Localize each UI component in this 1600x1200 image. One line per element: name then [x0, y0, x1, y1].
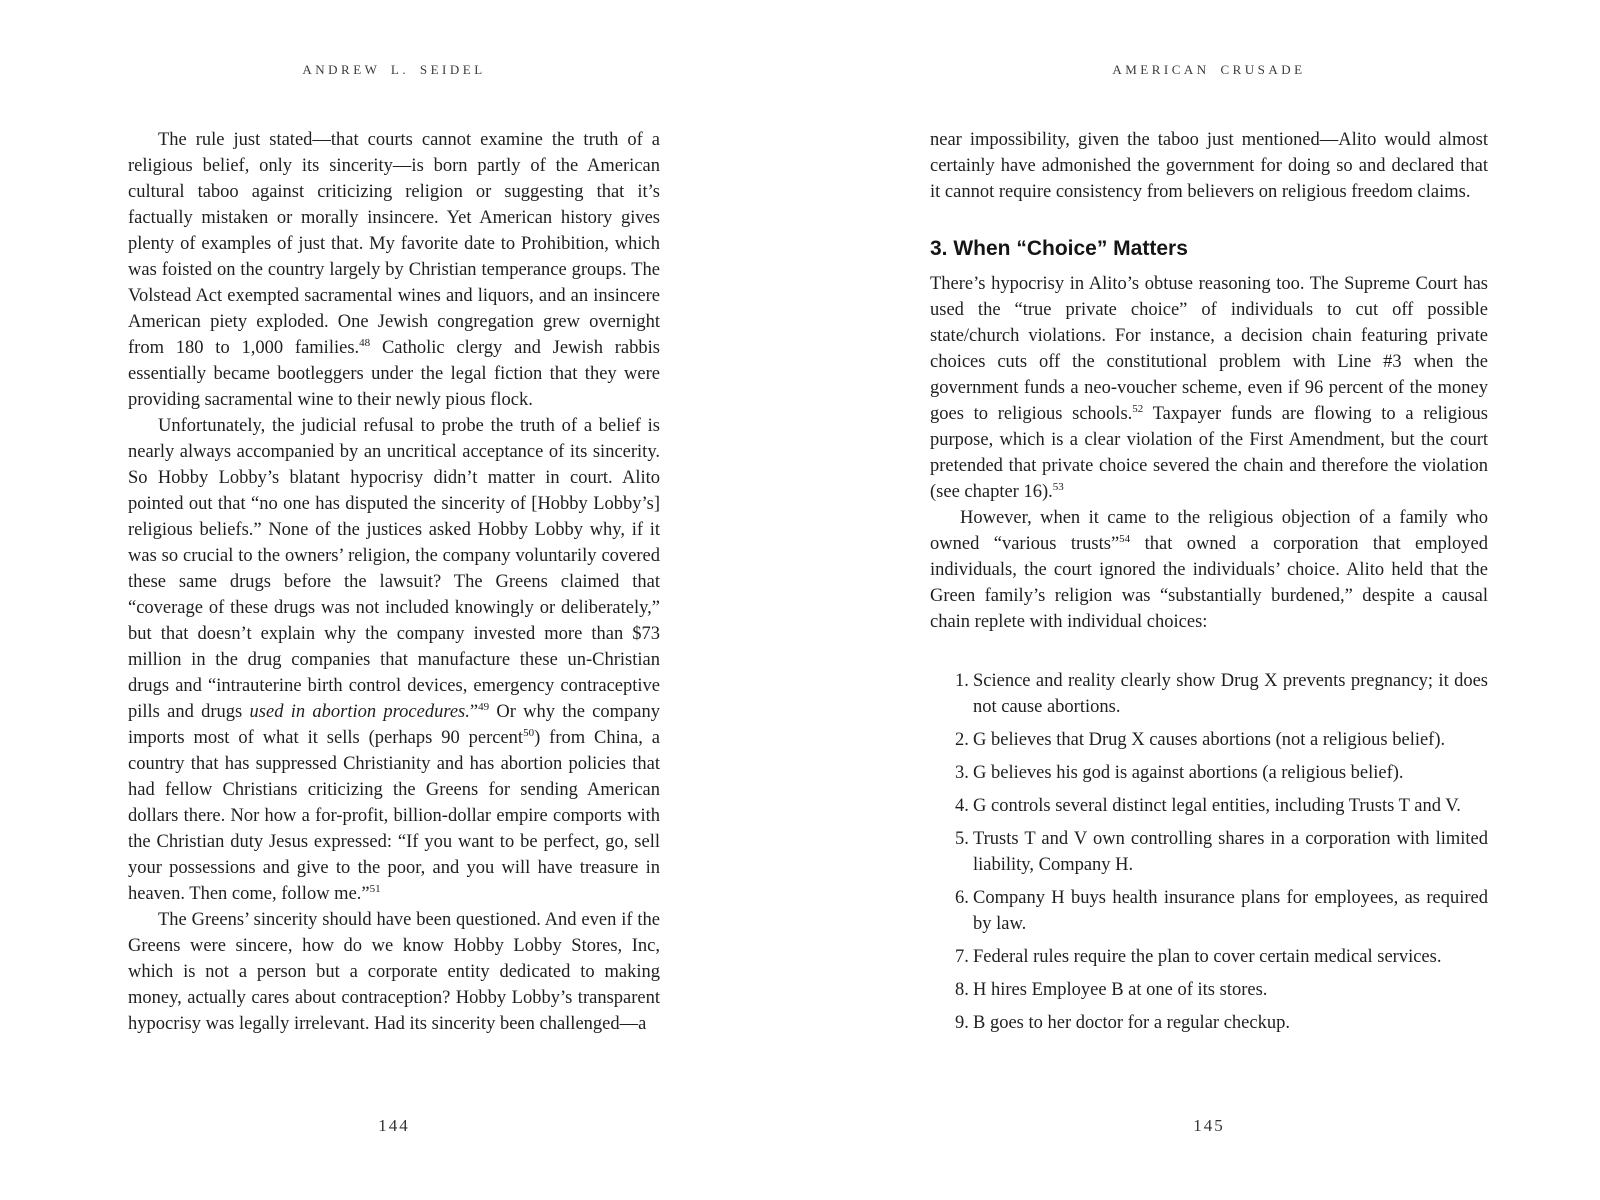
body-paragraph: The Greens’ sincerity should have been questioned. And even if the Greens were sincere, how do we know Hobby Lobby Stores, Inc, which is not a person but a corporate entity dedicated to making money, actually cares about contraception? Hobby Lobby’s transparent hypocrisy was legally irrelevant. Had its sincerity been challenged—a — [128, 910, 660, 1034]
list-item-number: 4. — [955, 796, 969, 816]
running-head-book-title: AMERICAN CRUSADE — [1112, 62, 1306, 77]
footnote-reference: 48 — [359, 337, 371, 349]
right-page — [930, 0, 1488, 1200]
footnote-reference: 53 — [1052, 481, 1064, 493]
list-item: 9. B goes to her doctor for a regular checkup. — [955, 1010, 1488, 1036]
right-page-number: 145 — [1193, 1116, 1225, 1135]
decision-chain-list — [930, 668, 1488, 1036]
left-page — [128, 0, 660, 1200]
list-item-number: 5. — [955, 829, 969, 849]
footnote-reference: 50 — [523, 727, 535, 739]
italic-phrase: used in abortion procedures. — [249, 702, 470, 722]
body-paragraph: Unfortunately, the judicial refusal to probe the truth of a belief is nearly always accompanied by an uncritical acceptance of its sincerity. So Hobby Lobby’s blatant hypocrisy didn’t matter in court. Alito pointed out that “no one has disputed the sincerity of [Hobby Lobby’s] religious beliefs.” None of the justices asked Hobby Lobby why, if it was so crucial to the owners’ religion, the company voluntarily covered these same drugs before the lawsuit? The Greens claimed that “coverage of these drugs was not included knowingly or deliberately,” but that doesn’t explain why the company invested more than $73 million in the drug companies that manufacture these un-Christian drugs and “intrauterine birth control devices, emergency contraceptive pills and drugs used in abortion procedures.”$^{49}$ Or why the company imports most of what it sells (perhaps 90 percent$^{50}$) from China, a country that has suppressed Christianity and has abortion policies that had fellow Christians criticizing the Greens for sending American dollars there. Nor how a for-profit, billion-dollar empire comports with the Christian duty Jesus expressed: “If you want to be perfect, go, sell your possessions and give to the poor, and you will have treasure in heaven. Then come, follow me.”$^{51}$ — [128, 416, 660, 904]
list-item-number: 2. — [955, 730, 969, 750]
list-item: 3. G believes his god is against abortions (a religious belief). — [955, 760, 1488, 786]
list-item: 1. Science and reality clearly show Drug X prevents pregnancy; it does not cause abortions. — [955, 668, 1488, 720]
list-item-number: 7. — [955, 947, 969, 967]
body-paragraph: The rule just stated—that courts cannot examine the truth of a religious belief, only its sincerity—is born partly of the American cultural taboo against criticizing religion or suggesting that it’s factually mistaken or morally insincere. Yet American history gives plenty of examples of just that. My favorite date to Prohibition, which was foisted on the country largely by Christian temperance groups. The Volstead Act exempted sacramental wines and liquors, and an insincere American piety exploded. One Jewish congregation grew overnight from 180 to 1,000 families.$^{48}$ Catholic clergy and Jewish rabbis essentially became bootleggers under the legal fiction that they were providing sacramental wine to their newly pious flock. — [128, 130, 660, 410]
left-page-text-block — [128, 127, 660, 1037]
running-head-author: ANDREW L. SEIDEL — [302, 62, 486, 77]
list-item: 2. G believes that Drug X causes abortions (not a religious belief). — [955, 727, 1488, 753]
list-item-number: 1. — [955, 671, 969, 691]
footnote-reference: 51 — [369, 883, 381, 895]
footnote-reference: 49 — [478, 701, 490, 713]
left-page-number: 144 — [378, 1116, 410, 1135]
body-paragraph: There’s hypocrisy in Alito’s obtuse reasoning too. The Supreme Court has used the “true private choice” of individuals to cut off possible state/church violations. For instance, a decision chain featuring private choices cuts off the constitutional problem with Line #3 when the government funds a neo-voucher scheme, even if 96 percent of the money goes to religious schools.$^{52}$ Taxpayer funds are flowing to a religious purpose, which is a clear violation of the First Amendment, but the court pretended that private choice severed the chain and therefore the violation (see chapter 16).$^{53}$ — [930, 274, 1488, 502]
list-item: 8. H hires Employee B at one of its stores. — [955, 977, 1488, 1003]
list-item-number: 8. — [955, 980, 969, 1000]
list-item: 7. Federal rules require the plan to cover certain medical services. — [955, 944, 1488, 970]
footnote-reference: 52 — [1132, 403, 1144, 415]
list-item: 4. G controls several distinct legal entities, including Trusts T and V. — [955, 793, 1488, 819]
list-item-number: 3. — [955, 763, 969, 783]
list-item-number: 6. — [955, 888, 969, 908]
section-heading: 3. When “Choice” Matters — [930, 237, 1188, 260]
list-item: 5. Trusts T and V own controlling shares in a corporation with limited liability, Company H. — [955, 826, 1488, 878]
body-paragraph: However, when it came to the religious objection of a family who owned “various trusts”$^{54}$ that owned a corporation that employed individuals, the court ignored the individuals’ choice. Alito held that the Green family’s religion was “substantially burdened,” despite a causal chain replete with individual choices: — [930, 508, 1489, 632]
body-paragraph: near impossibility, given the taboo just mentioned—Alito would almost certainly have admonished the government for doing so and declared that it cannot require consistency from believers on religious freedom claims. — [930, 130, 1488, 202]
right-page-text-block — [930, 127, 1488, 1043]
footnote-reference: 54 — [1119, 533, 1131, 545]
list-item: 6. Company H buys health insurance plans for employees, as required by law. — [955, 885, 1488, 937]
list-item-number: 9. — [955, 1013, 969, 1033]
